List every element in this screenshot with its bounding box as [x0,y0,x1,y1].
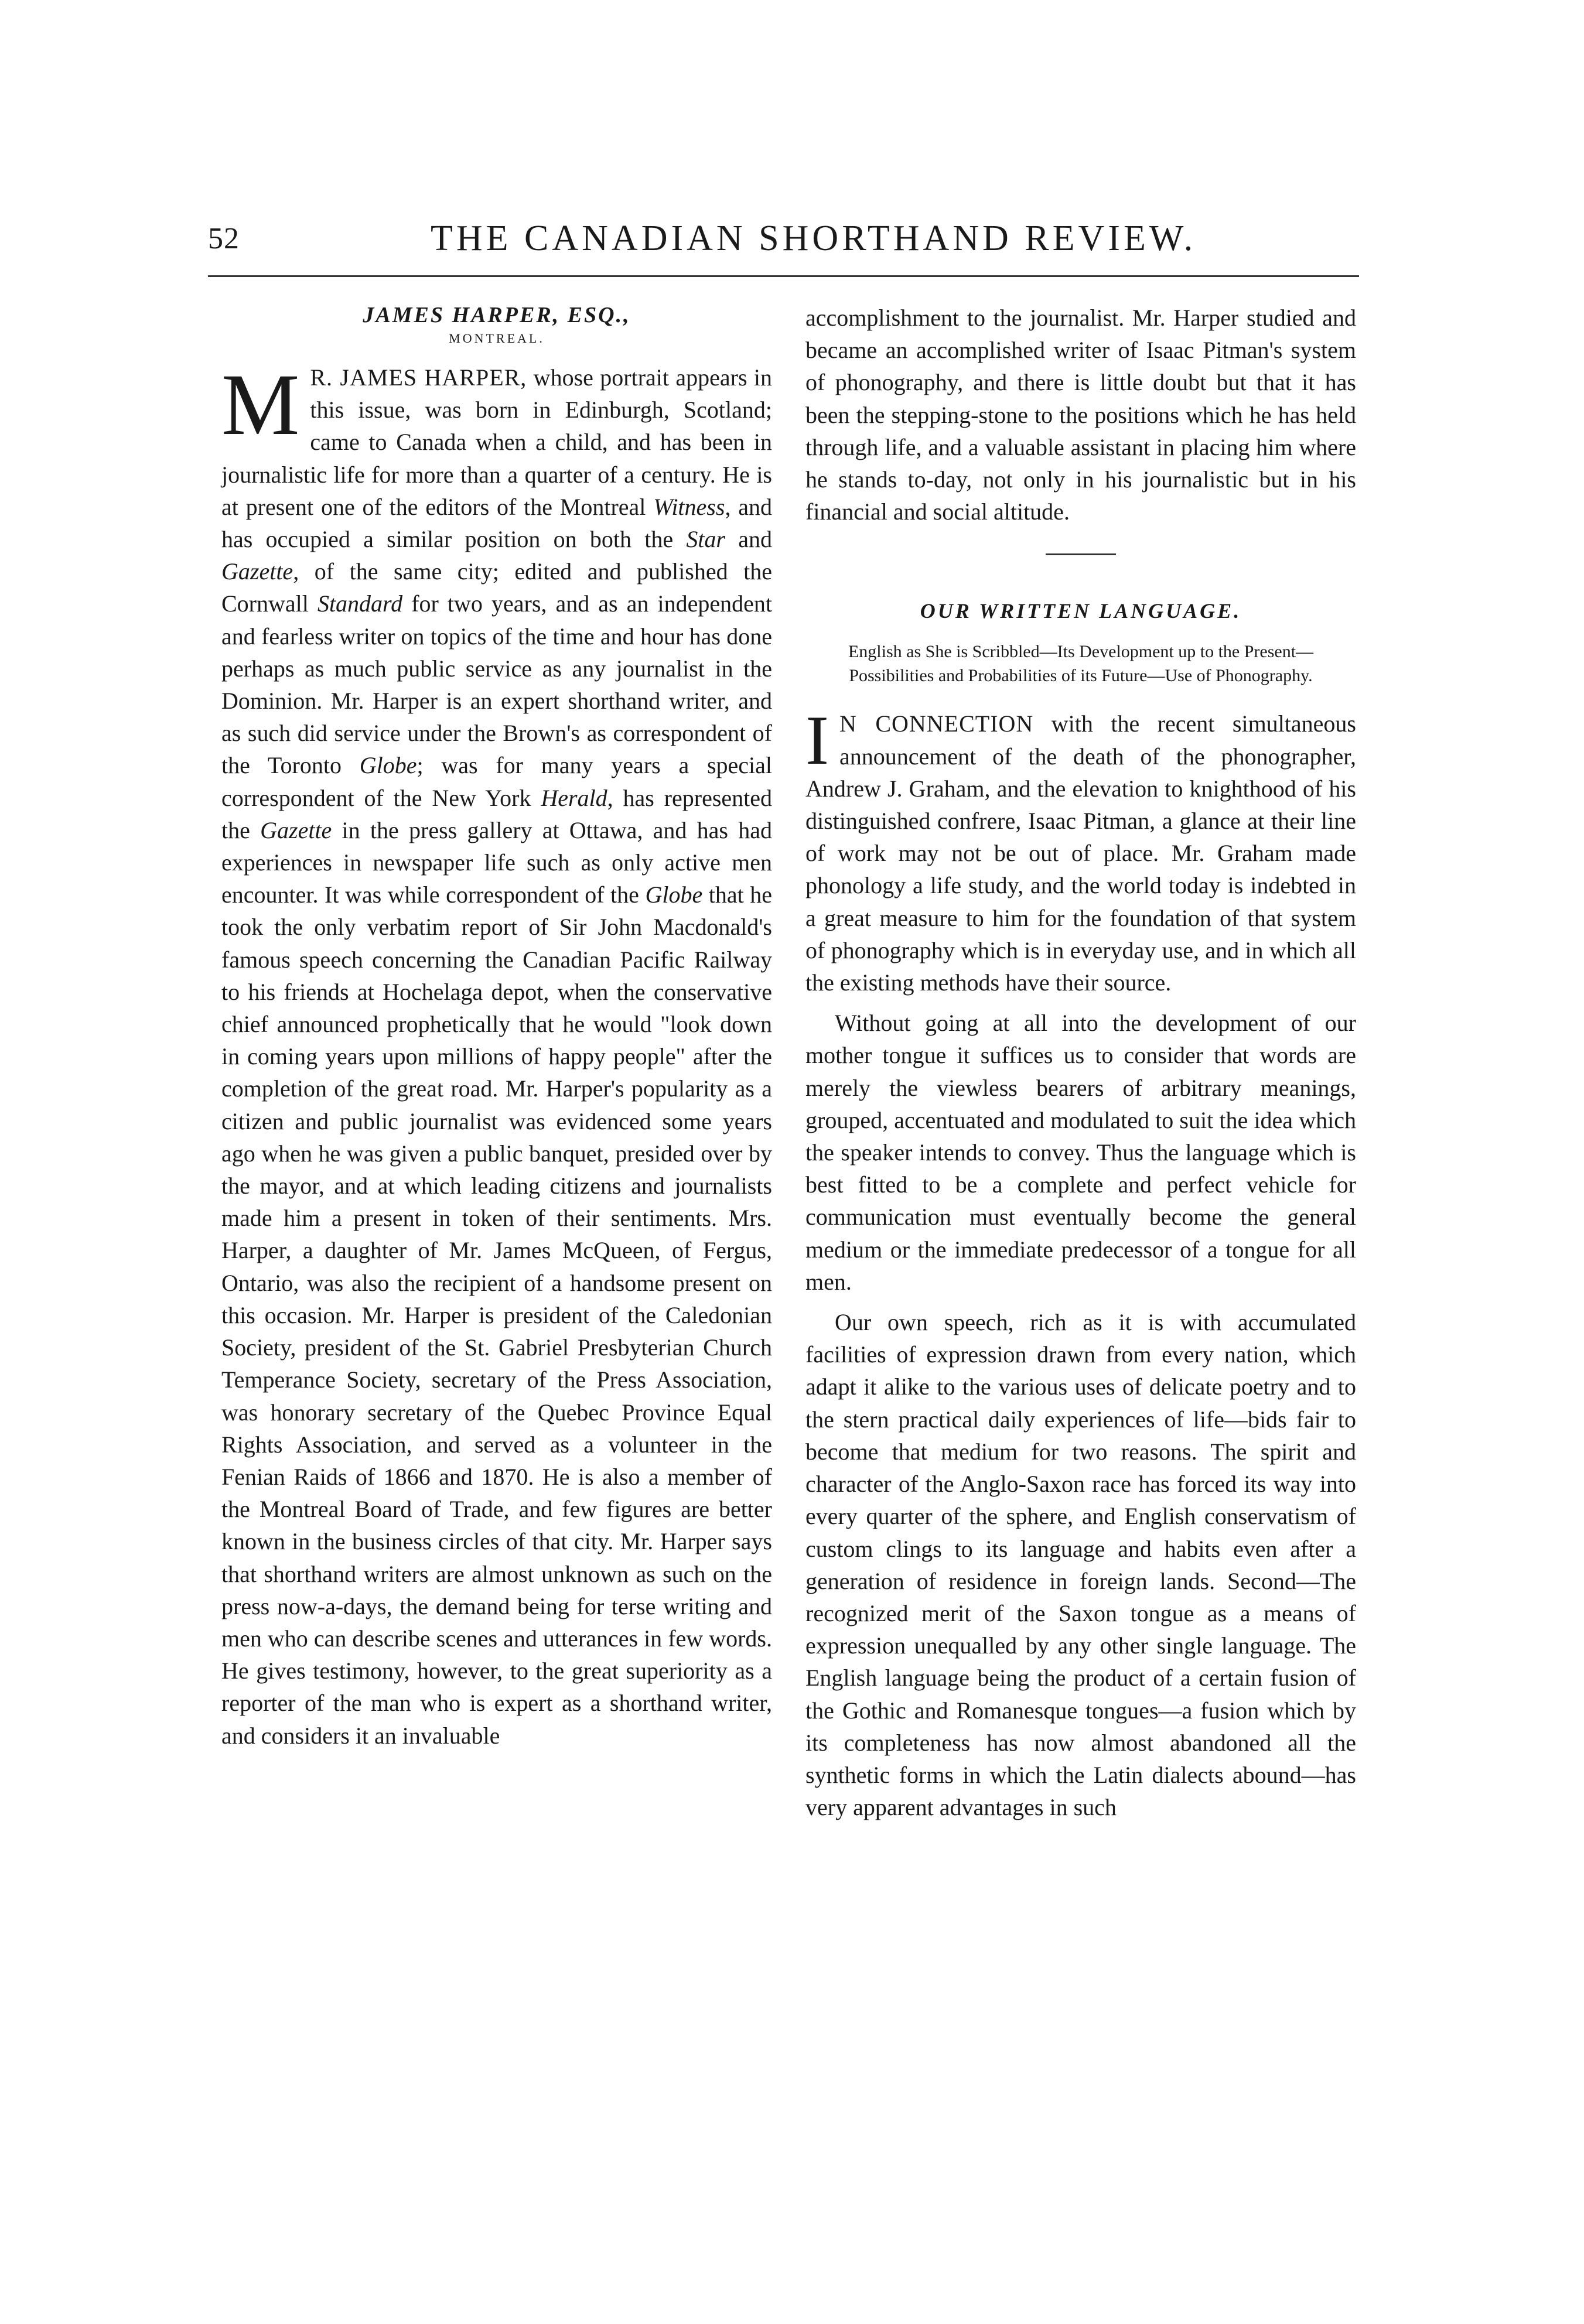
article-paragraph: Our own speech, rich as it is with accumulated facilities of expression drawn from every nation, which adapt it alike to the various uses of delicate poetry and to the stern practical daily experiences of life—bids fair to become that medium for two reasons. The spirit and character of the Anglo-Saxon race has forced its way into every quarter of the sphere, and English conservatism of custom clings to its language and habits even after a generation of residence in foreign lands. Second—The recognized merit of the Saxon tongue as a means of expression unequalled by any other single language. The English language being the product of a certain fusion of the Gothic and Romanesque tongues—a fusion which by its completeness has now almost abandoned all the synthetic forms in which the Latin dialects abound—has very apparent advantages in such [805,1309,1356,1821]
text-run: that he took the only verbatim report of Sir John Macdonald's famous speech concerning the Canadian Pacific Railway to his friends at Hochelaga depot, when the conservative chief announced prophetically that he would "look down in coming years upon millions of happy people" after the completion of the great road. Mr. Harper's popularity as a citizen and public journalist was evidenced some years ago when he was given a public banquet, presided over by the mayor, and at which leading citizens and journalists made him a present in token of their sentiments. Mrs. Harper, a daughter of Mr. James McQueen, of Fergus, Ontario, was also the recipient of a handsome present on this occasion. Mr. Harper is president of the Caledonian Society, president of the St. Gabriel Presbyterian Church Temperance Society, secretary of the Press Association, was honorary secretary of the Quebec Province Equal Rights Association, and served as a volunteer in the Fenian Raids of 1866 and 1870. He is also a member of the Montreal Board of Trade, and few figures are better known in the business circles of that city. Mr. Harper says that shorthand writers are almost unknown as such on the press now-a-days, the demand being for terse writing and men who can describe scenes and utterances in few words. He gives testimony, however, to the great superiority as a reporter of the man who is expert as a shorthand writer, and considers it an invaluable [221,881,773,1749]
italic-run: Globe [645,881,703,908]
text-run: for two years, and as an independent and fearless writer on topics of the time and hour has done perhaps as much public service as any journalist in the Dominion. Mr. Harper is an expert shorthand writer, and as such did service under the Brown's as correspondent of the Toronto [221,590,772,779]
text-run: ; was for many years a special correspondent of the New York [221,752,773,811]
italic-run: Gazette [221,558,293,585]
text-run: with the recent simultaneous announcement of the death of the phonographer, Andrew J. Graham, and the elevation to knighthood of his distinguished confrere, Isaac Pitman, a glance at their line of work may not be out of place. Mr. Graham made phonology a life study, and the world today is indebted in a great measure to him for the foundation of that system of phonography which is in everyday use, and in which all the existing methods have their source. [805,710,1356,996]
italic-run: Globe [359,752,417,779]
article-paragraph [221,356,773,1752]
text-run: , and has occupied a similar position on both the [221,493,772,553]
drop-cap: I [805,701,829,780]
article-paragraph: Without going at all into the development of our mother tongue it suffices us to consider that words are merely the viewless bearers of arbitrary meanings, grouped, accentuated and modulated to suit the idea which the speaker intends to convey. Thus the language which is best fitted to be a complete and perfect vehicle for communication must eventually become the general medium or the immediate predecessor of a tongue for all men. [805,1010,1356,1295]
page-number: 52 [208,222,240,255]
italic-run: Gazette [260,816,332,843]
text-run: , has represented the [221,784,773,843]
italic-run: Witness [653,493,725,520]
lead-in: N CONNECTION [839,710,1034,737]
text-run: whose portrait appears in this issue, was born in Edinburgh, Scotland; came to Canada when a child, and has been in journalistic life for more than a quarter of a century. He is at present one of the editors of the Montreal [221,364,772,520]
drop-cap: M [221,356,300,453]
article-title-language: OUR WRITTEN LANGUAGE. [920,599,1242,623]
text-run: , of the same city; edited and published the Cornwall [221,558,772,617]
right-column [805,302,1356,1823]
article-continuation: accomplishment to the journalist. Mr. Harper studied and became an accomplished writer of Isaac Pitman's system of phonography, and there is little doubt but that it has been the stepping-stone to the positions which he has held through life, and a valuable assistant in placing him where he stands to-day, not only in his journalistic but in his financial and social altitude. [805,305,1356,525]
text-run: and [725,526,772,553]
article-subhead: English as She is Scribbled—Its Development up to the Present—Possibilities and Probabilities of its Future—Use of Phonography. [848,642,1314,686]
italic-run: Standard [317,590,403,617]
text-run: in the press gallery at Ottawa, and has had experiences in newspaper life such as only active men encounter. It was while correspondent of the [221,816,772,908]
article-paragraph [805,701,1356,999]
italic-run: Herald [541,784,607,811]
section-divider [1046,553,1116,555]
running-head [208,211,1356,269]
article-title-harper: JAMES HARPER, ESQ., [363,303,631,327]
lead-in: R. JAMES HARPER, [310,364,527,391]
left-column [221,302,772,1752]
header-rule [208,275,1359,277]
article-dateline: MONTREAL. [449,331,545,346]
journal-title: THE CANADIAN SHORTHAND REVIEW. [431,218,1197,258]
italic-run: Star [686,526,725,553]
